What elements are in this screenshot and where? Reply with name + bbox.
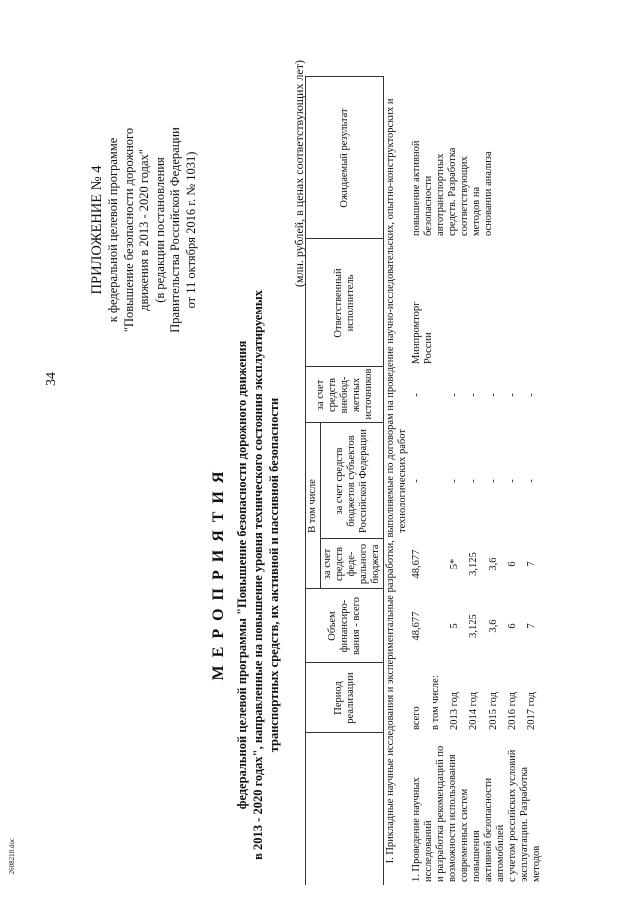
federal-cell: 48,677 (411, 549, 422, 579)
total-cell (429, 589, 448, 663)
appendix-line: ПРИЛОЖЕНИЕ № 4 (89, 165, 105, 295)
regional-cell: - (506, 479, 518, 483)
period-cell: всего (411, 706, 422, 730)
total-cell: 5 (449, 623, 461, 629)
regional-cell: - (468, 479, 480, 483)
federal-header: за счет средств феде-рального бюджета (321, 539, 384, 589)
executor-line: России (423, 332, 434, 364)
subtitle-line: федеральной целевой программы "Повышение безопасности дорожного движения (235, 340, 249, 810)
extrabudget-cell: - (411, 393, 422, 397)
document-title: М Е Р О П Р И Я Т И Я (210, 469, 227, 681)
executor-header: Ответственный исполнитель (306, 239, 384, 367)
period-cell: 2013 год (449, 692, 461, 730)
total-cell: 3,125 (468, 614, 480, 638)
measure-description (410, 733, 544, 885)
period-cell: 2014 год (468, 692, 480, 730)
appendix-line: (в редакции постановления (152, 157, 167, 303)
regional-cell (429, 423, 448, 539)
period-cell: 2016 год (506, 692, 518, 730)
total-cell: 48,677 (411, 611, 422, 641)
regional-cell: - (411, 479, 422, 483)
federal-cell (429, 539, 448, 589)
extrabudget-header: за счет средств внебюд-жетных источников (306, 367, 384, 423)
result-cell (410, 77, 544, 239)
measure-line: и разработка рекомендаций по (435, 745, 446, 882)
result-header: Ожидаемый результат (306, 77, 384, 239)
regional-header: за счет средств бюджетов субъектов Российской Федерации (321, 423, 384, 539)
appendix-line: к федеральной целевой программе (106, 137, 120, 323)
rotated-document-content (80, 60, 620, 885)
extrabudget-cell: - (525, 393, 537, 397)
page-number: 34 (44, 372, 59, 386)
total-cell: 7 (525, 623, 537, 629)
measure-line: 1. Проведение научных исследований (411, 777, 434, 882)
result-line: автотранспортных (435, 153, 446, 236)
subtitle-line: транспортных средств, их активной и пассивной безопасности (267, 397, 281, 753)
measure-line: активной безопасности автомобилей (483, 777, 506, 882)
extrabudget-cell (429, 367, 448, 423)
document-subtitle (234, 265, 282, 885)
measure-line: с учетом российских условий (507, 749, 518, 882)
measures-table (305, 76, 544, 885)
result-line: соответствующих (459, 156, 470, 236)
period-cell: 2017 год (525, 692, 537, 730)
federal-cell: 7 (525, 561, 537, 567)
result-line: средств. Разработка (447, 147, 458, 236)
table-row (410, 77, 429, 885)
extrabudget-cell: - (449, 393, 461, 397)
subtitle-line: в 2013 - 2020 годах", направленные на повышение уровня технического состояния эксплуатируемых (251, 290, 265, 860)
measure-line: современных систем повышения (459, 788, 482, 882)
units-note: (млн. рублей, в ценах соответствующих лет) (292, 60, 306, 288)
appendix-line: "Повышение безопасности дорожного (121, 127, 136, 333)
extrabudget-cell: - (506, 393, 518, 397)
regional-cell: - (487, 479, 499, 483)
regional-cell: - (525, 479, 537, 483)
including-header: В том числе (306, 423, 321, 589)
federal-cell: 6 (506, 561, 518, 567)
total-cell: 3,6 (487, 619, 499, 633)
period-cell: в том числе: (430, 675, 442, 730)
volume-header: Объем финансиро-вания - всего (306, 589, 384, 663)
document-heading (210, 265, 282, 885)
executor-cell (410, 239, 544, 367)
federal-cell: 3,6 (487, 557, 499, 571)
executor-line: Минпромторг (411, 301, 422, 364)
federal-cell: 5* (449, 558, 461, 570)
regional-cell: - (449, 479, 461, 483)
result-line: основании анализа (483, 151, 494, 236)
measure-line: возможности использования (447, 754, 458, 882)
result-line: методов на (471, 186, 482, 236)
measure-line: эксплуатации. Разработка методов (519, 766, 542, 882)
result-line: безопасности (423, 175, 434, 236)
appendix-line: Правительства Российской Федерации (168, 127, 182, 333)
federal-cell: 3,125 (468, 552, 480, 576)
section-title: I. Прикладные научные исследования и экспериментальные разработки, выполняемые по договорам на проведение научно-исследовательских, опытно-конструкторских и технологических работ (385, 98, 408, 864)
measure-header (306, 733, 384, 885)
appendix-line: движения в 2013 - 2020 годах" (137, 149, 151, 311)
extrabudget-cell: - (468, 393, 480, 397)
document-code: 2608210.doc (8, 838, 16, 875)
appendix-line: от 11 октября 2016 г. № 1031) (183, 151, 198, 309)
extrabudget-cell: - (487, 393, 499, 397)
result-line: повышение активной (411, 140, 422, 236)
total-cell: 6 (506, 623, 518, 629)
period-header: Период реализации (306, 663, 384, 733)
appendix-header (88, 70, 199, 390)
period-cell: 2015 год (487, 692, 499, 730)
